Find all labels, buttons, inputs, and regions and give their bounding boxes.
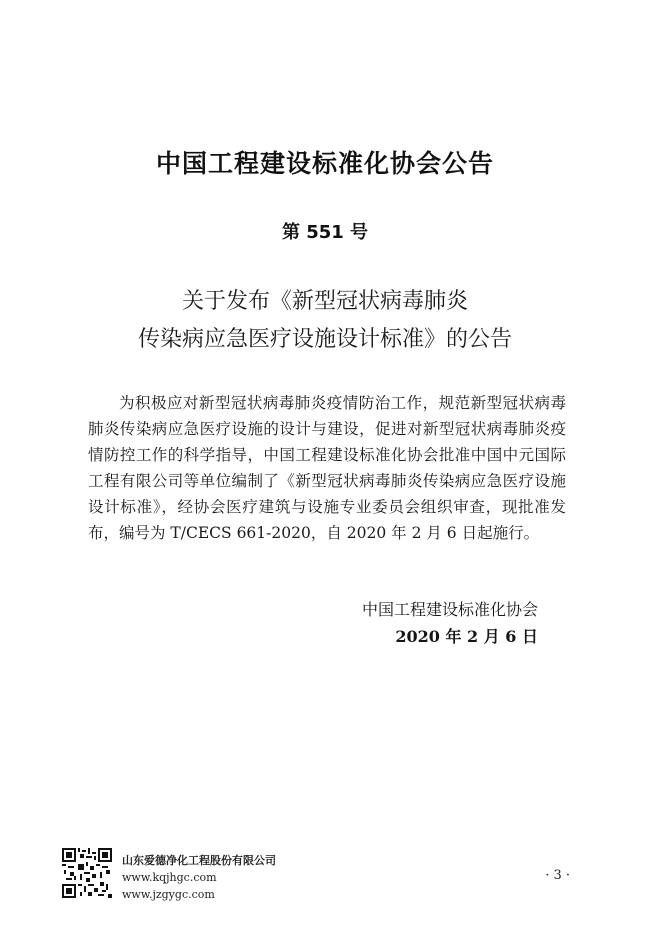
footer-company-info [122,852,276,903]
qr-code-icon [62,848,112,898]
announcement-subject [0,283,650,359]
signature-date: 2020 年 2 月 6 日 [395,627,538,646]
page-footer [62,848,582,908]
body-paragraph: 为积极应对新型冠状病毒肺炎疫情防治工作，规范新型冠状病毒肺炎传染病应急医疗设施的设计与建设，促进对新型冠状病毒肺炎疫情防控工作的科学指导，中国工程建设标准化协会批准中国中元国际工程有限公司等单位编制了《新型冠状病毒肺炎传染病应急医疗设施设计标准》，经协会医疗建筑与设施专业委员会组织审查，现批准发布，编号为 T/CECS 661-2020，自 2020 年 2 月 6 日起施行。 [88,394,566,542]
signature-org: 中国工程建设标准化协会 [361,600,538,619]
announcement-number: 第 551 号 [281,222,369,243]
subject-line-2: 传染病应急医疗设施设计标准》的公告 [137,327,512,352]
announcement-body [88,390,566,546]
footer-company-name: 山东爱德净化工程股份有限公司 [122,854,276,867]
footer-website-2[interactable]: www.jzgygc.com [122,888,215,901]
subject-line-1: 关于发布《新型冠状病毒肺炎 [181,289,468,314]
page-number: · 3 · [545,868,570,883]
footer-website-1[interactable]: www.kqjhgc.com [122,871,217,884]
signature-block [300,596,538,650]
announcement-org-title: 中国工程建设标准化协会公告 [155,149,494,178]
